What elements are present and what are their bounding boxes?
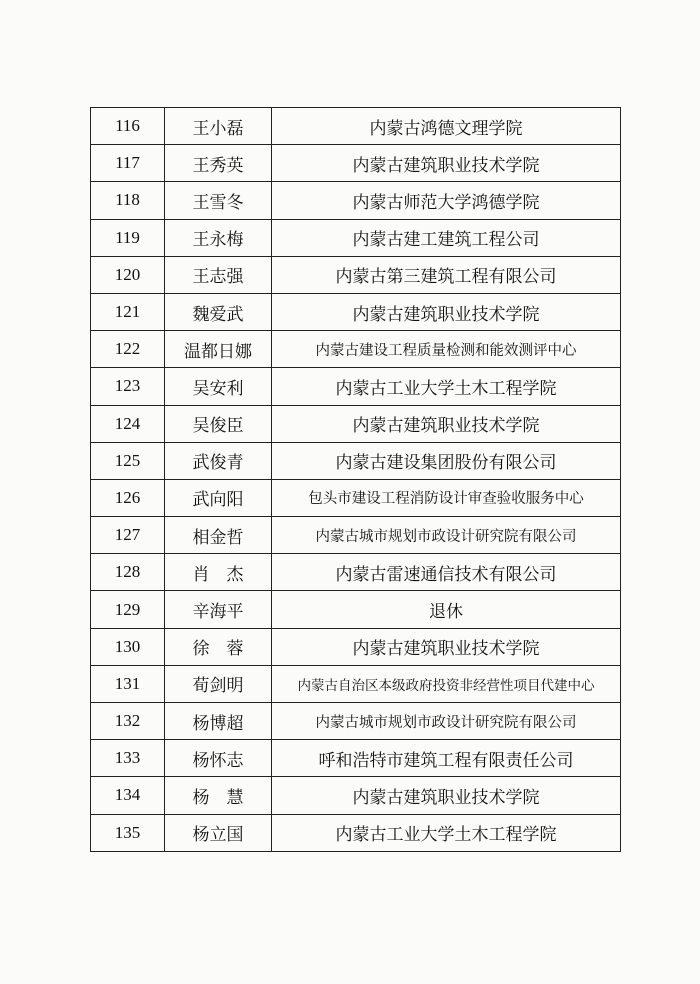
table-row <box>91 517 621 554</box>
table-row <box>91 628 621 665</box>
row-number: 129 <box>91 591 165 628</box>
table-row <box>91 479 621 516</box>
person-name: 杨怀志 <box>165 740 272 777</box>
table-row <box>91 108 621 145</box>
row-number: 130 <box>91 628 165 665</box>
person-name: 杨博超 <box>165 703 272 740</box>
person-name: 吴安利 <box>165 368 272 405</box>
organization: 内蒙古建筑职业技术学院 <box>272 405 621 442</box>
row-number: 132 <box>91 703 165 740</box>
organization: 内蒙古建筑职业技术学院 <box>272 145 621 182</box>
organization: 包头市建设工程消防设计审查验收服务中心 <box>272 479 621 516</box>
row-number: 120 <box>91 256 165 293</box>
table-row <box>91 740 621 777</box>
person-name: 武俊青 <box>165 442 272 479</box>
row-number: 123 <box>91 368 165 405</box>
organization: 内蒙古雷速通信技术有限公司 <box>272 554 621 591</box>
table-row <box>91 368 621 405</box>
member-table <box>90 107 621 852</box>
row-number: 122 <box>91 331 165 368</box>
table-row <box>91 554 621 591</box>
organization: 内蒙古建筑职业技术学院 <box>272 293 621 330</box>
table-row <box>91 591 621 628</box>
organization: 内蒙古第三建筑工程有限公司 <box>272 256 621 293</box>
table-row <box>91 256 621 293</box>
person-name: 王小磊 <box>165 108 272 145</box>
organization: 内蒙古城市规划市政设计研究院有限公司 <box>272 517 621 554</box>
row-number: 119 <box>91 219 165 256</box>
table-row <box>91 814 621 851</box>
row-number: 124 <box>91 405 165 442</box>
organization: 内蒙古自治区本级政府投资非经营性项目代建中心 <box>272 665 621 702</box>
row-number: 126 <box>91 479 165 516</box>
person-name: 王雪冬 <box>165 182 272 219</box>
row-number: 134 <box>91 777 165 814</box>
table-row <box>91 331 621 368</box>
row-number: 127 <box>91 517 165 554</box>
row-number: 133 <box>91 740 165 777</box>
person-name: 相金哲 <box>165 517 272 554</box>
person-name: 杨立国 <box>165 814 272 851</box>
table-row <box>91 182 621 219</box>
person-name: 王志强 <box>165 256 272 293</box>
person-name: 荀剑明 <box>165 665 272 702</box>
row-number: 116 <box>91 108 165 145</box>
table-row <box>91 442 621 479</box>
row-number: 118 <box>91 182 165 219</box>
table-row <box>91 703 621 740</box>
row-number: 125 <box>91 442 165 479</box>
person-name: 魏爱武 <box>165 293 272 330</box>
person-name: 王永梅 <box>165 219 272 256</box>
organization: 内蒙古建工建筑工程公司 <box>272 219 621 256</box>
organization: 内蒙古鸿德文理学院 <box>272 108 621 145</box>
table-row <box>91 145 621 182</box>
organization: 内蒙古建设集团股份有限公司 <box>272 442 621 479</box>
organization: 内蒙古建筑职业技术学院 <box>272 628 621 665</box>
person-name: 徐 蓉 <box>165 628 272 665</box>
person-name: 王秀英 <box>165 145 272 182</box>
person-name: 温都日娜 <box>165 331 272 368</box>
row-number: 121 <box>91 293 165 330</box>
table-row <box>91 665 621 702</box>
person-name: 武向阳 <box>165 479 272 516</box>
member-table-body <box>91 108 621 852</box>
organization: 内蒙古建设工程质量检测和能效测评中心 <box>272 331 621 368</box>
table-row <box>91 777 621 814</box>
person-name: 吴俊臣 <box>165 405 272 442</box>
person-name: 辛海平 <box>165 591 272 628</box>
organization: 内蒙古工业大学土木工程学院 <box>272 368 621 405</box>
table-row <box>91 405 621 442</box>
person-name: 肖 杰 <box>165 554 272 591</box>
organization: 内蒙古师范大学鸿德学院 <box>272 182 621 219</box>
row-number: 131 <box>91 665 165 702</box>
table-row <box>91 219 621 256</box>
row-number: 135 <box>91 814 165 851</box>
organization: 内蒙古城市规划市政设计研究院有限公司 <box>272 703 621 740</box>
person-name: 杨 慧 <box>165 777 272 814</box>
organization: 退休 <box>272 591 621 628</box>
organization: 内蒙古工业大学土木工程学院 <box>272 814 621 851</box>
table-row <box>91 293 621 330</box>
organization: 内蒙古建筑职业技术学院 <box>272 777 621 814</box>
organization: 呼和浩特市建筑工程有限责任公司 <box>272 740 621 777</box>
row-number: 128 <box>91 554 165 591</box>
row-number: 117 <box>91 145 165 182</box>
